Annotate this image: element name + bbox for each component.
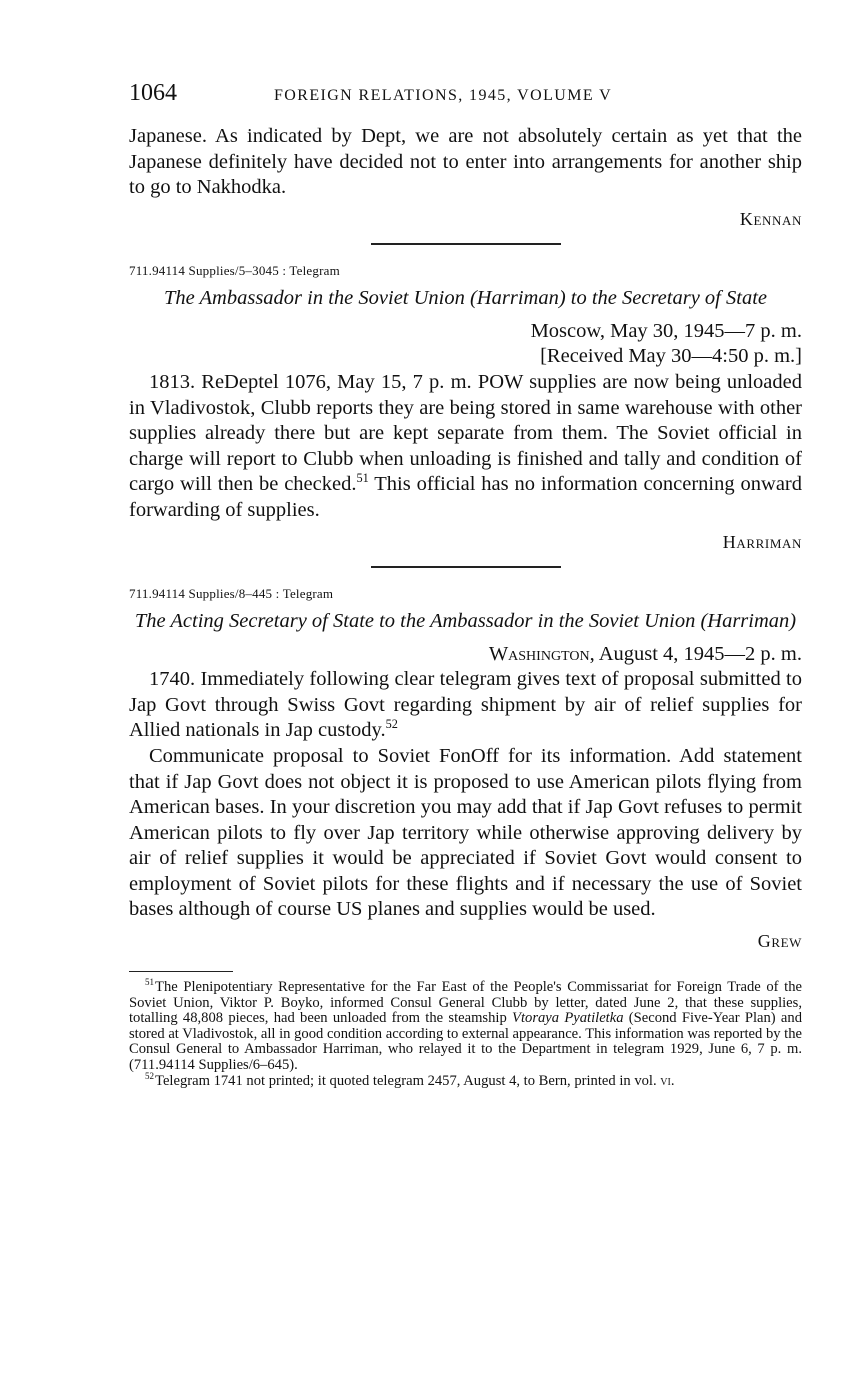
telegram-body [129,667,802,744]
page-number: 1064 [129,80,177,106]
running-head [129,80,802,114]
volume-number: vi [660,1072,671,1089]
file-reference: 711.94114 Supplies/5–3045 : Telegram [129,262,340,278]
file-reference: 711.94114 Supplies/8–445 : Telegram [129,585,334,601]
footnote-text: . [670,1072,675,1089]
section-divider [371,566,561,568]
dateline-place: Washington [488,642,590,665]
received-line: [Received May 30—4:50 p. m.] [540,345,802,368]
running-title: FOREIGN RELATIONS, 1945, VOLUME V [274,87,613,104]
footnote-52 [129,1070,802,1090]
dateline: Moscow, May 30, 1945—7 p. m. [530,319,802,342]
footnote-divider [129,971,233,972]
footnote-text: The Plenipotentiary Representative for the Far East of the People's Commissariat for Foreign Trade of the Soviet Union, Viktor P. Boyko, informed Consul General Clubb by letter, dated June 2, that these supplies, totalling 48,808 pieces, had been unloaded from the steamship [129,979,802,1027]
document-page [129,80,802,1089]
ship-name: Vtoraya Pyatiletka [512,1010,624,1027]
footnote-mark: 52 [145,1070,155,1081]
telegram-body [129,370,802,524]
telegram-body: Communicate proposal to Soviet FonOff for its information. Add statement that if Jap Govt does not object it is proposed to use American pilots flying from American bases. In your discretion you may add that if Jap Govt refuses to permit American pilots to fly over Jap territory while otherwise approving delivery by air of relief supplies it would be appreciated if Soviet Govt would consent to employment of Soviet pilots for these flights and if necessary the use of Soviet bases although of course US planes and supplies would be used. [129,744,802,921]
continuation-paragraph: Japanese. As indicated by Dept, we are not absolutely certain as yet that the Japanese definitely have decided not to enter into arrangements for another ship to go to Nakhodka. [129,125,802,199]
telegram-body-text: This official has no information concerning onward forwarding of supplies. [129,473,802,521]
dateline [129,642,802,668]
telegram-body-text: 1740. Immediately following clear telegram gives text of proposal submitted to Jap Govt through Swiss Govt regarding shipment by air of relief supplies for Allied nationals in Jap custody. [129,668,802,742]
section-divider [371,243,561,245]
footnote-text: Telegram 1741 not printed; it quoted telegram 2457, August 4, to Bern, printed in vol. [155,1072,661,1089]
footnote-mark: 51 [145,977,155,988]
signature-kennan: Kennan [739,208,802,229]
footnote-ref[interactable]: 52 [385,717,398,732]
signature-harriman: Harriman [722,531,802,552]
signature-grew: Grew [757,931,802,952]
document-title: The Acting Secretary of State to the Ambassador in the Soviet Union (Harriman) [134,609,797,632]
footnote-ref[interactable]: 51 [356,471,369,486]
telegram-body-text: 1813. ReDeptel 1076, May 15, 7 p. m. POW supplies are now being unloaded in Vladivostok, Clubb reports they are being stored in same warehouse with other supplies already there but are kept separate from them. The Soviet official in charge will report to Clubb when unloading is finished and tally and condition of cargo will then be checked. [129,370,802,496]
footnote-51 [129,977,803,1074]
dateline-date: , August 4, 1945—2 p. m. [589,642,802,665]
footnote-text: (Second Five-Year Plan) and stored at Vladivostok, all in good condition according to external appearance. This information was reported by the Consul General to Ambassador Harriman, who relayed it to the Department in telegram 1929, June 6, 7 p. m. (711.94114 Supplies/6–645). [129,1010,803,1074]
document-title: The Ambassador in the Soviet Union (Harriman) to the Secretary of State [164,286,767,309]
